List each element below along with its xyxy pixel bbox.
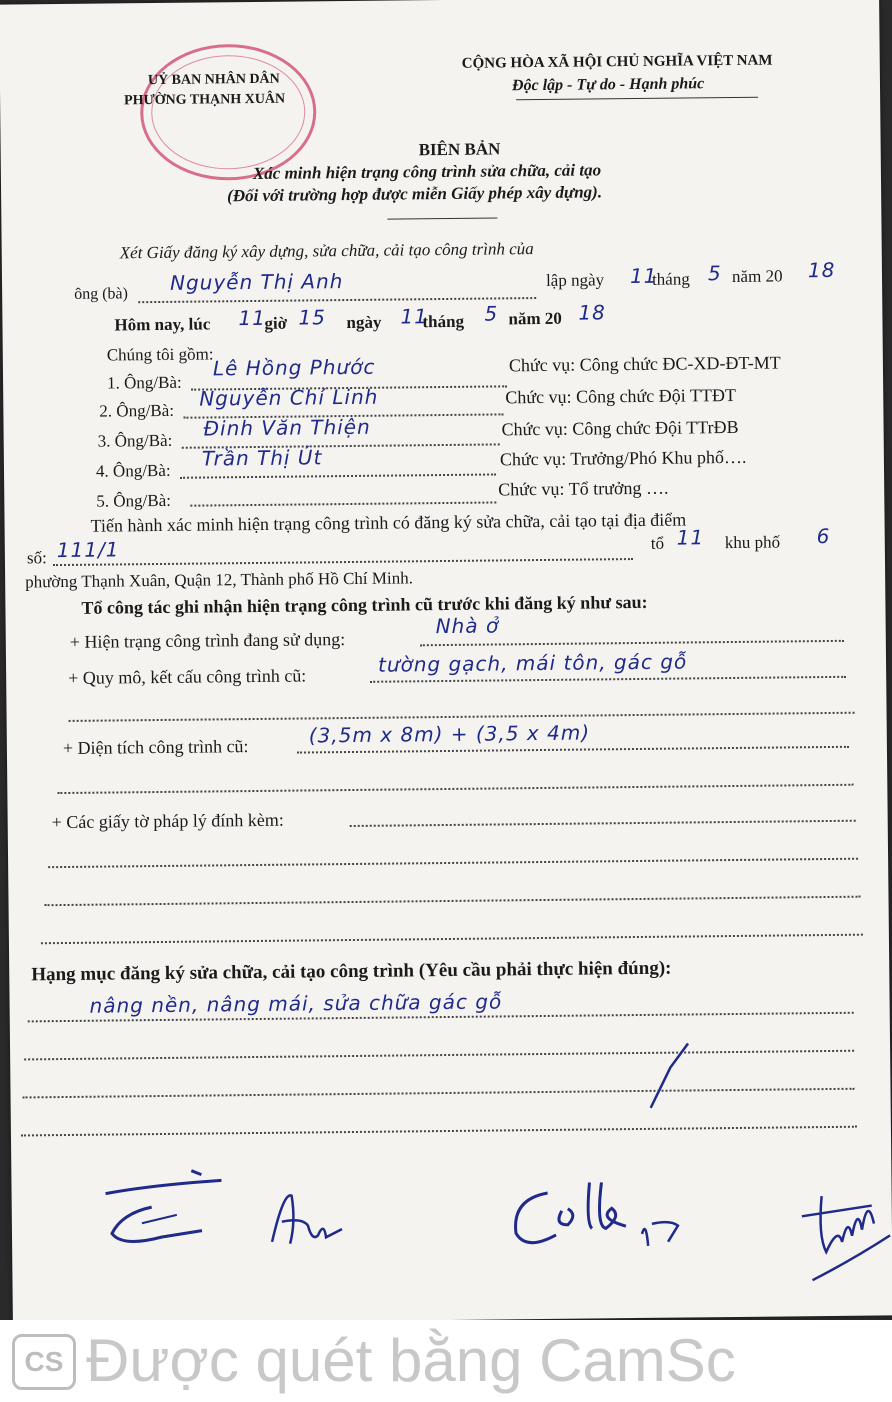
hour: 11: [238, 305, 266, 331]
member-role: Chức vụ: Công chức Đội TTrĐB: [501, 416, 739, 440]
strike-mark: [610, 1037, 701, 1118]
header-left-line1: UỶ BAN NHÂN DÂN: [147, 71, 280, 89]
member-name: Lê Hồng Phước: [212, 354, 376, 381]
date-month-label: tháng: [651, 269, 690, 289]
day: 11: [400, 304, 428, 329]
year2: 18: [578, 300, 606, 325]
month2-label: tháng: [422, 311, 465, 332]
repair-heading: Hạng mục đăng ký sửa chữa, cải tạo công trình (Yêu cầu phải thực hiện đúng):: [31, 957, 672, 986]
member-label: 5. Ông/Bà:: [96, 490, 172, 511]
header-left-line2: PHƯỜNG THẠNH XUÂN: [124, 91, 286, 109]
owner-name: Nguyễn Thị Anh: [169, 269, 344, 295]
member-label: 4. Ông/Bà:: [95, 460, 171, 481]
members-title: Chúng tôi gồm:: [106, 344, 214, 365]
header-underline: [516, 97, 758, 101]
title-underline: [387, 217, 497, 219]
member-role: Chức vụ: Công chức Đội TTĐT: [505, 384, 737, 408]
header-right-line1: CỘNG HÒA XÃ HỘI CHỦ NGHĨA VIỆT NAM: [461, 52, 773, 72]
scanner-watermark-text: Được quét bằng CamSc: [86, 1327, 736, 1394]
date-label: lập ngày: [545, 270, 605, 290]
location-line3: phường Thạnh Xuân, Quận 12, Thành phố Hồ Chí Minh.: [25, 568, 414, 592]
member-role: Chức vụ: Tổ trưởng ….: [498, 477, 669, 500]
so-label: số:: [26, 548, 47, 568]
today-label: Hôm nay, lúc: [114, 314, 211, 335]
camscanner-icon: CS: [12, 1334, 76, 1390]
area-value: (3,5m x 8m) + (3,5 x 4m): [308, 720, 591, 748]
signature-2: [261, 1181, 352, 1262]
month2: 5: [484, 301, 499, 326]
member-role: Chức vụ: Công chức ĐC-XD-ĐT-MT: [508, 352, 781, 376]
header-right-line2: Độc lập - Tự do - Hạnh phúc: [511, 75, 705, 95]
doc-subtitle-2: (Đối với trường hợp được miễn Giấy phép xây dựng).: [227, 182, 603, 206]
status-heading: Tổ công tác ghi nhận hiện trạng công trình cũ trước khi đăng ký như sau:: [81, 591, 648, 618]
year2-label: năm 20: [508, 308, 562, 329]
date-year: 18: [807, 257, 836, 283]
kp-value: 6: [816, 523, 831, 549]
signature-1: [91, 1162, 242, 1264]
signature-4: [781, 1175, 892, 1286]
structure-value: tường gạch, mái tôn, gác gỗ: [377, 649, 688, 677]
kp-label: khu phố: [724, 532, 781, 553]
location-line1: Tiến hành xác minh hiện trạng công trình có đăng ký sửa chữa, cải tạo tại địa điểm: [90, 509, 687, 536]
hour-label: giờ: [264, 313, 288, 333]
minute: 15: [298, 305, 326, 330]
signature-3: [501, 1161, 692, 1263]
member-label: 3. Ông/Bà:: [97, 430, 173, 451]
current-use-value: Nhà ở: [435, 613, 500, 639]
to-label: tổ: [650, 533, 665, 553]
docs-label: + Các giấy tờ pháp lý đính kèm:: [51, 809, 284, 833]
date-year-label: năm 20: [731, 266, 783, 286]
structure-label: + Quy mô, kết cấu công trình cũ:: [68, 665, 307, 688]
repair-value: nâng nền, nâng mái, sửa chữa gác gỗ: [89, 989, 503, 1018]
doc-subtitle-1: Xác minh hiện trạng công trình sửa chữa, cải tạo: [252, 160, 602, 183]
so-value: 111/1: [56, 537, 120, 563]
member-name: Trần Thị Út: [201, 445, 323, 471]
member-label: 1. Ông/Bà:: [106, 372, 182, 393]
intro-line: Xét Giấy đăng ký xây dựng, sửa chữa, cải tạo công trình của: [119, 239, 534, 263]
date-month: 5: [707, 261, 722, 286]
member-name: Đinh Văn Thiện: [203, 414, 371, 441]
date-day: 11: [629, 263, 658, 289]
area-label: + Diện tích công trình cũ:: [62, 736, 249, 759]
to-value: 11: [676, 525, 705, 550]
member-name: Nguyễn Chí Linh: [199, 384, 379, 411]
doc-title: BIÊN BẢN: [418, 139, 501, 160]
official-seal: [140, 43, 317, 181]
current-use-label: + Hiện trạng công trình đang sử dụng:: [69, 629, 346, 652]
member-label: 2. Ông/Bà:: [99, 400, 175, 421]
member-role: Chức vụ: Trưởng/Phó Khu phố….: [499, 446, 747, 470]
owner-label: ông (bà): [74, 285, 129, 303]
day-label: ngày: [346, 312, 382, 333]
